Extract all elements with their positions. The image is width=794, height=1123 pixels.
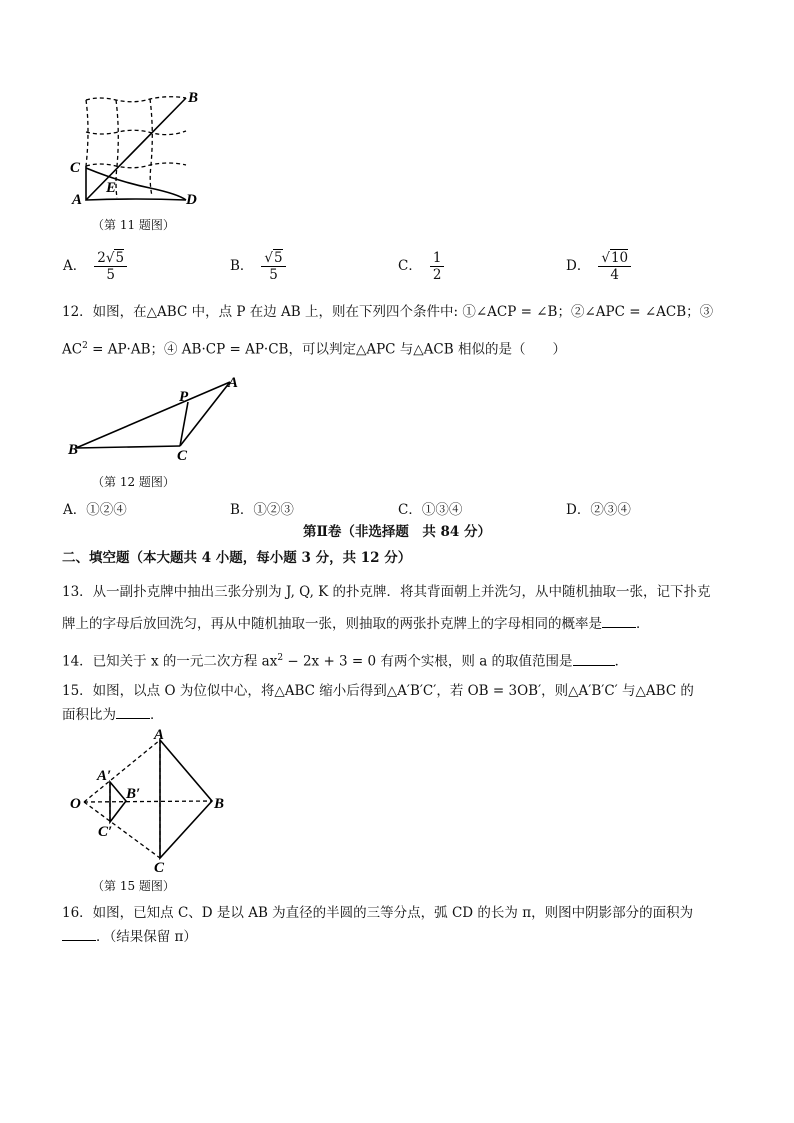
section-2-heading: 二、填空题（本大题共 4 小题，每小题 3 分，共 12 分） (62, 550, 412, 566)
fig15-label-C-prime: C′ (98, 824, 113, 840)
q11-option-b[interactable]: B． $\frac{√5}{5}$ (230, 250, 286, 283)
q11-option-d[interactable]: D． $\frac{√10}{4}$ (566, 250, 631, 283)
figure-11 (60, 86, 220, 216)
q11-option-c[interactable]: C． $\frac{1}{2}$ (398, 250, 444, 283)
q14-answer-blank[interactable] (573, 653, 615, 666)
q11-option-a[interactable]: A． $\frac{2√5}{5}$ (63, 250, 127, 283)
fig12-caption: （第 12 题图） (92, 475, 175, 489)
fig12-label-B: B (68, 442, 79, 458)
fig11-caption: （第 11 题图） (92, 218, 175, 232)
fig11-label-E: E (106, 180, 117, 196)
q13-answer-blank[interactable] (602, 615, 636, 628)
fig12-label-C: C (177, 448, 188, 464)
section-2-title: 第Ⅱ卷（非选择题 共 84 分） (302, 524, 492, 540)
q16-text-line1: 16．如图，已知点 C、D 是以 AB 为直径的半圆的三等分点，弧 CD 的长为 π，则图中阴影部分的面积为 (62, 905, 694, 921)
fig12-label-A: A (228, 375, 239, 391)
fig15-label-A-prime: A′ (97, 768, 112, 784)
fig15-label-B: B (214, 796, 225, 812)
fig15-caption: （第 15 题图） (92, 879, 175, 893)
q16-answer-blank[interactable] (62, 928, 96, 941)
q12-text-line1: 12．如图，在△ABC 中，点 P 在边 AB 上，则在下列四个条件中: ①∠ACP = ∠B；②∠APC = ∠ACB；③ (62, 304, 714, 320)
q12-option-c[interactable]: C．①③④ (398, 502, 463, 518)
fig15-label-O: O (70, 796, 81, 812)
fig11-label-D: D (186, 192, 197, 208)
q13-text-line2: 牌上的字母后放回洗匀，再从中随机抽取一张，则抽取的两张扑克牌上的字母相同的概率是 ． (62, 616, 650, 632)
figure-15 (64, 724, 244, 874)
fig15-label-B-prime: B′ (126, 786, 141, 802)
fig12-label-P: P (179, 389, 189, 405)
fig15-label-A: A (154, 727, 165, 743)
q15-text-line2: 面积比为 ． (62, 707, 164, 723)
figure-12 (62, 372, 252, 466)
fig15-label-C: C (154, 860, 165, 874)
fig11-label-C: C (70, 160, 81, 176)
q15-answer-blank[interactable] (116, 706, 150, 719)
q12-text-line2: $AC^2 = AP\cdot AB$；④ AB·CP = AP·CB，可以判定△APC 与△ACB 相似的是（ ） (62, 341, 566, 358)
fig11-label-A: A (72, 192, 83, 208)
q13-text-line1: 13．从一副扑克牌中抽出三张分别为 J, Q, K 的扑克牌．将其背面朝上并洗匀，从中随机抽取一张，记下扑克 (62, 584, 711, 600)
q12-option-d[interactable]: D．②③④ (566, 502, 631, 518)
q15-text-line1: 15．如图，以点 O 为位似中心，将△ABC 缩小后得到△A′B′C′，若 OB = 3OB′，则△A′B′C′ 与△ABC 的 (62, 683, 694, 699)
q14-text: 14．已知关于 x 的一元二次方程 $ax^2 - 2x + 3 = 0$ 有两个实根，则 a 的取值范围是 ． (62, 653, 629, 670)
q12-option-a[interactable]: A．①②④ (63, 502, 127, 518)
q16-text-line2: ．（结果保留 π） (62, 927, 197, 947)
q12-option-b[interactable]: B．①②③ (230, 502, 294, 518)
fig11-label-B: B (188, 90, 199, 106)
